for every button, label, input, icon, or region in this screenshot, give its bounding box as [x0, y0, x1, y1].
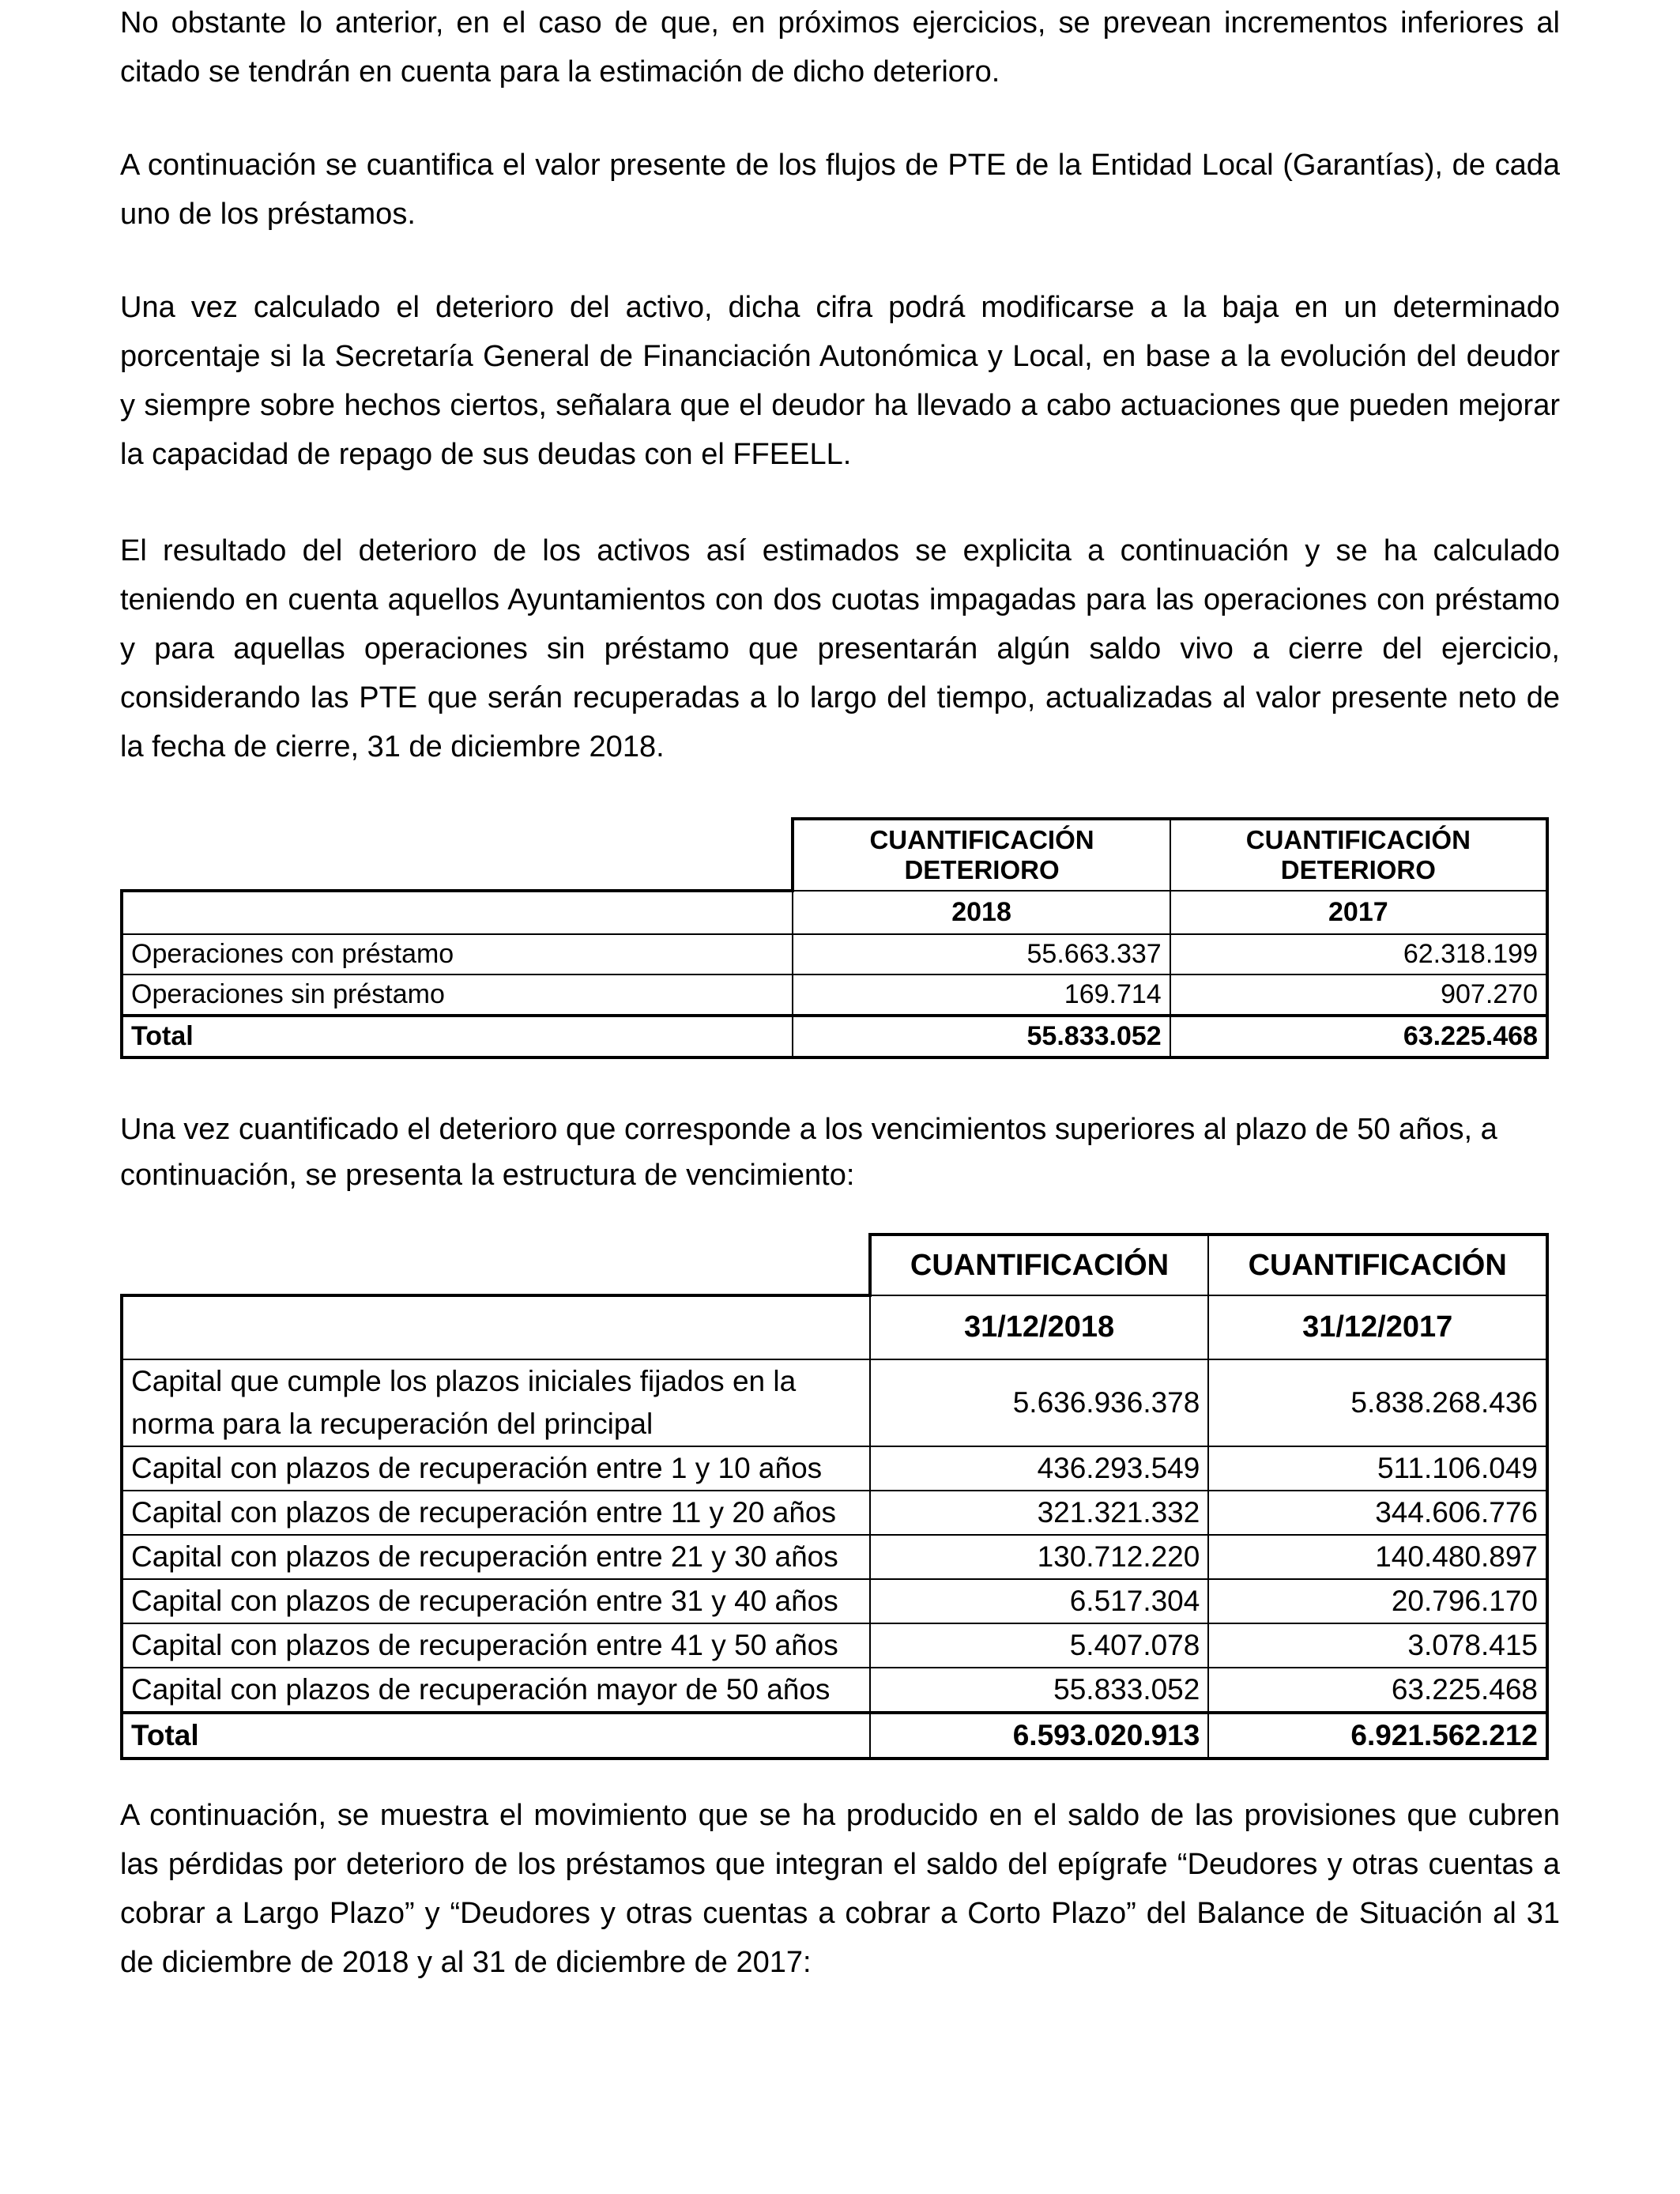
table-total-row: [122, 1016, 1547, 1057]
table-row: [122, 1535, 1547, 1579]
table-total-row: [122, 1713, 1547, 1759]
value-2017: 63.225.468: [1208, 1668, 1547, 1713]
row-label: Capital con plazos de recuperación entre 1 y 10 años: [122, 1446, 870, 1491]
table-year-row: [122, 1295, 1547, 1359]
table-row: [122, 1491, 1547, 1535]
value-2018: 169.714: [793, 974, 1170, 1016]
table-row: [122, 1579, 1547, 1623]
date-header: 31/12/2017: [1208, 1295, 1547, 1359]
total-label: Total: [122, 1016, 793, 1057]
table-year-row: [122, 891, 1547, 934]
value-2017: 62.318.199: [1170, 934, 1547, 974]
table-row: [122, 1668, 1547, 1713]
table-row: [122, 1446, 1547, 1491]
row-label: Capital con plazos de recuperación entre 21 y 30 años: [122, 1535, 870, 1579]
paragraph-3: Una vez calculado el deterioro del activo, dicha cifra podrá modificarse a la baja en un determinado porcentaje si la Secretaría General de Financiación Autonómica y Local, en base a la evolución del deudor y siempre sobre hechos ciertos, señalara que el deudor ha llevado a cabo actuaciones que pueden mejorar la capacidad de repago de sus deudas con el FFEELL.: [120, 291, 1560, 471]
table-row: [122, 974, 1547, 1016]
value-2017: 344.606.776: [1208, 1491, 1547, 1535]
value-2017: 20.796.170: [1208, 1579, 1547, 1623]
table-header-row: [122, 819, 1547, 891]
empty-cell: [122, 819, 793, 891]
empty-cell: [122, 1295, 870, 1359]
total-2018: 55.833.052: [793, 1016, 1170, 1057]
row-label: Capital con plazos de recuperación entre 31 y 40 años: [122, 1579, 870, 1623]
value-2018: 6.517.304: [870, 1579, 1209, 1623]
column-header: CUANTIFICACIÓN: [870, 1235, 1209, 1295]
empty-cell: [122, 1235, 870, 1295]
value-2017: 907.270: [1170, 974, 1547, 1016]
value-2017: 140.480.897: [1208, 1535, 1547, 1579]
row-label: Capital con plazos de recuperación entre 41 y 50 años: [122, 1623, 870, 1668]
paragraph-1: No obstante lo anterior, en el caso de que, en próximos ejercicios, se prevean incrementos inferiores al citado se tendrán en cuenta para la estimación de dicho deterioro.: [120, 6, 1560, 89]
total-2017: 63.225.468: [1170, 1016, 1547, 1057]
value-2018: 130.712.220: [870, 1535, 1209, 1579]
empty-cell: [122, 891, 793, 934]
value-2017: 511.106.049: [1208, 1446, 1547, 1491]
date-header: 31/12/2018: [870, 1295, 1209, 1359]
row-label: Operaciones con préstamo: [122, 934, 793, 974]
value-2017: 3.078.415: [1208, 1623, 1547, 1668]
value-2018: 321.321.332: [870, 1491, 1209, 1535]
value-2018: 55.833.052: [870, 1668, 1209, 1713]
value-2018: 5.407.078: [870, 1623, 1209, 1668]
table-row: [122, 934, 1547, 974]
paragraph-5: Una vez cuantificado el deterioro que corresponde a los vencimientos superiores al plazo de 50 años, a continuación, se presenta la estructura de vencimiento:: [120, 1113, 1497, 1192]
total-label: Total: [122, 1713, 870, 1759]
value-2018: 5.636.936.378: [870, 1359, 1209, 1446]
column-header: CUANTIFICACIÓN DETERIORO: [793, 819, 1170, 891]
paragraph-2: A continuación se cuantifica el valor presente de los flujos de PTE de la Entidad Local (Garantías), de cada uno de los préstamos.: [120, 149, 1560, 231]
table-row: [122, 1359, 1547, 1446]
total-2017: 6.921.562.212: [1208, 1713, 1547, 1759]
table-row: [122, 1623, 1547, 1668]
column-header: CUANTIFICACIÓN DETERIORO: [1170, 819, 1547, 891]
maturity-table: [120, 1233, 1549, 1760]
paragraph-6: A continuación, se muestra el movimiento que se ha producido en el saldo de las provisiones que cubren las pérdidas por deterioro de los préstamos que integran el saldo del epígrafe “Deudores y otras cuentas a cobrar a Largo Plazo” y “Deudores y otras cuentas a cobrar a Corto Plazo” del Balance de Situación al 31 de diciembre de 2018 y al 31 de diciembre de 2017:: [120, 1799, 1560, 1979]
table-header-row: [122, 1235, 1547, 1295]
year-header: 2018: [793, 891, 1170, 934]
row-label: Operaciones sin préstamo: [122, 974, 793, 1016]
value-2017: 5.838.268.436: [1208, 1359, 1547, 1446]
value-2018: 436.293.549: [870, 1446, 1209, 1491]
year-header: 2017: [1170, 891, 1547, 934]
row-label: Capital que cumple los plazos iniciales fijados en la norma para la recuperación del principal: [122, 1359, 870, 1446]
column-header: CUANTIFICACIÓN: [1208, 1235, 1547, 1295]
row-label: Capital con plazos de recuperación mayor de 50 años: [122, 1668, 870, 1713]
impairment-table: [120, 817, 1549, 1059]
row-label: Capital con plazos de recuperación entre 11 y 20 años: [122, 1491, 870, 1535]
total-2018: 6.593.020.913: [870, 1713, 1209, 1759]
paragraph-4: El resultado del deterioro de los activos así estimados se explicita a continuación y se ha calculado teniendo en cuenta aquellos Ayuntamientos con dos cuotas impagadas para las operaciones con préstamo y para aquellas operaciones sin préstamo que presentarán algún saldo vivo a cierre del ejercicio, considerando las PTE que serán recuperadas a lo largo del tiempo, actualizadas al valor presente neto de la fecha de cierre, 31 de diciembre 2018.: [120, 534, 1560, 763]
value-2018: 55.663.337: [793, 934, 1170, 974]
